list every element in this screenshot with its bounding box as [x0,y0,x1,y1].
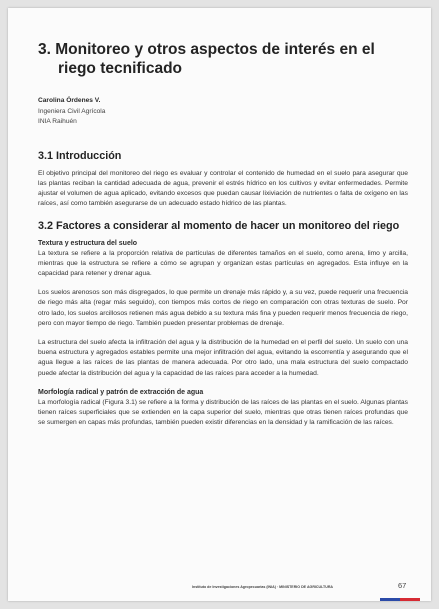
textura-paragraph-3: La estructura del suelo afecta la infiltración del agua y la distribución de la humedad en el perfil del suelo. Un suelo con una buena estructura y agregados estables permite una mejor infiltración del agua, evitando la escorrentía y asegurando que el agua llegue a las raíces de las plantas de manera adecuada. Por otro lado, una mala estructura del suelo compactado puede afectar la distribución del agua y la capacidad de las raíces para acceder a la humedad. [38,339,408,377]
footer-institution: Instituto de Investigaciones Agropecuarias (INIA) · MINISTERIO DE AGRICULTURA [192,585,334,589]
flag-bar [380,598,420,601]
author-role: Ingeniera Civil Agrícola [38,107,106,115]
intro-paragraph: El objetivo principal del monitoreo del riego es evaluar y controlar el contenido de humedad en el suelo para asegurar que las plantas reciban la cantidad adecuada de agua, prevenir el estrés hídrico en los cultivos y evitar enfermedades. Permite ajustar el volumen de agua aplicado, evitando excesos que puedan causar lixiviación de nutrientes o falta de oxígeno en las raíces, así como también asegurarse de un adecuado estado hídrico de las plantas. [38,169,408,208]
author-block [38,96,408,128]
morfologia-paragraph-1: La morfología radical (Figura 3.1) se refiere a la forma y distribución de las raíces de las plantas en el suelo. Algunas plantas tienen raíces superficiales que se extienden en la capa superior del suelo, mientras que otras tienen raíces profundas que se sumergen en capas más profundas, también pueden existir diferencias en la densidad y la ramificación de las raíces. [38,398,408,427]
page-content [38,40,408,437]
textura-paragraph-1: La textura se refiere a la proporción relativa de partículas de diferentes tamaños en el suelo, como arena, limo y arcilla, mientras que la estructura se refiere a cómo se agrupan y organizan estas partículas en agregados. Esta influye en la capacidad para retener y drenar agua. [38,249,408,277]
chapter-title: 3. Monitoreo y otros aspectos de interés en el riego tecnificado [38,41,375,77]
flag-bar-blue [380,598,400,601]
author-name: Carolina Órdenes V. [38,97,101,104]
section-heading-factores: 3.2 Factores a considerar al momento de hacer un monitoreo del riego [38,219,400,232]
section-heading-introduccion: 3.1 Introducción [38,149,122,162]
subheading-textura: Textura y estructura del suelo [38,239,138,247]
subheading-morfologia: Morfología radical y patrón de extracción de agua [38,388,204,396]
flag-bar-red [400,598,420,601]
textura-paragraph-2: Los suelos arenosos son más disgregados, lo que permite un drenaje más rápido y, a su vez, puede requerir una frecuencia de riego más alta (regar más seguido), con tiempos más cortos de riego en comparación con otras texturas de suelo. Por otro lado, los suelos arcillosos retienen más agua debido a su textura más fina y pueden requerir menos frecuencia de riego, pero con mayor tiempo de riego. También pueden presentar problemas de drenaje. [38,289,408,327]
document-page [8,8,431,601]
page-number: 67 [398,581,407,590]
author-institution: INIA Raihuén [38,118,77,126]
